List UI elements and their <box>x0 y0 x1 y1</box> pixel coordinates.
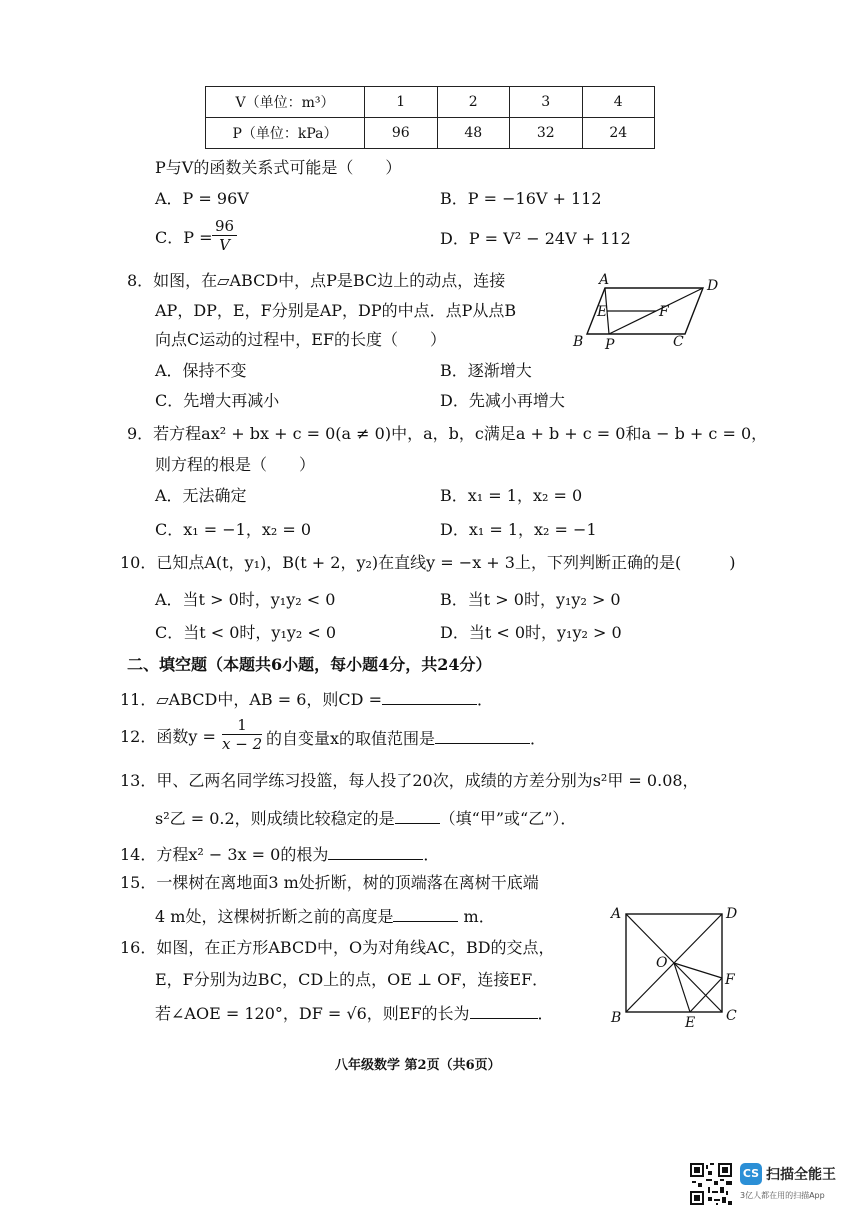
fraction-denominator: x − 2 <box>222 735 263 753</box>
q13-line2a: s²乙 = 0.2，则成绩比较稳定的是 <box>155 809 395 828</box>
q16-line2: E，F分别为边BC，CD上的点，OE ⊥ OF，连接EF． <box>155 970 549 989</box>
q13-line1: 13．甲、乙两名同学练习投篮，每人投了20次，成绩的方差分别为s²甲 = 0.08， <box>120 771 699 790</box>
answer-blank[interactable] <box>393 905 458 922</box>
q16-line3b: ． <box>537 1004 554 1023</box>
fig-label-b: B <box>611 1010 622 1026</box>
section-heading-fill-blank: 二、填空题（本题共6小题，每小题4分，共24分） <box>127 655 492 674</box>
fig-label-c: C <box>726 1008 737 1024</box>
q7-option-c-fraction <box>212 217 237 254</box>
answer-blank[interactable] <box>435 727 530 744</box>
q8-option-d: D．先减小再增大 <box>440 391 565 410</box>
answer-blank[interactable] <box>395 807 440 824</box>
qr-code-icon <box>690 1163 732 1205</box>
fig-label-d: D <box>726 906 738 922</box>
answer-blank[interactable] <box>470 1002 538 1019</box>
q16-line3a: 若∠AOE = 120°，DF = √6，则EF的长为 <box>155 1004 470 1023</box>
q9-option-a: A．无法确定 <box>155 486 247 505</box>
fig-label-f: F <box>659 304 669 320</box>
fig-label-d: D <box>707 278 719 294</box>
q12-fraction <box>222 716 262 753</box>
page-footer: 八年级数学 第2页（共6页） <box>335 1058 501 1073</box>
watermark-tagline: 3亿人都在用的扫描App <box>740 1191 825 1200</box>
q14-text: 14．方程x² − 3x = 0的根为 <box>120 845 329 864</box>
q15-line2 <box>155 905 495 927</box>
q8-option-b: B．逐渐增大 <box>440 361 532 380</box>
q7-option-d: D．P = V² − 24V + 112 <box>440 229 631 248</box>
q7-option-a: A．P = 96V <box>155 189 249 208</box>
table-cell: 96 <box>365 118 438 149</box>
q16-line1: 16．如图，在正方形ABCD中，O为对角线AC，BD的交点， <box>120 938 555 957</box>
q7-stem: P与V的函数关系式可能是（ ） <box>155 158 402 177</box>
fraction-numerator: 1 <box>222 716 262 735</box>
q11-end: ． <box>476 690 493 709</box>
q10-option-c: C．当t < 0时，y₁y₂ < 0 <box>155 623 337 642</box>
table-header-pressure: P（单位：kPa） <box>206 118 365 149</box>
fraction-denominator: V <box>219 236 230 254</box>
q9-line1: 9．若方程ax² + bx + c = 0(a ≠ 0)中，a，b，c满足a + b + c = 0和a − b + c = 0， <box>127 424 768 443</box>
table-cell: 48 <box>437 118 510 149</box>
q12 <box>266 727 546 749</box>
q15-line2b: m． <box>463 907 495 926</box>
table-cell: 24 <box>582 118 655 149</box>
fraction-numerator: 96 <box>212 217 237 236</box>
q12-end: ． <box>530 729 547 748</box>
table-cell: 32 <box>510 118 583 149</box>
fig-label-a: A <box>599 272 610 288</box>
q13-line2 <box>155 807 576 829</box>
table-row <box>206 87 655 118</box>
q10-option-d: D．当t < 0时，y₁y₂ > 0 <box>440 623 622 642</box>
q12-suffix: 的自变量x的取值范围是 <box>266 729 436 748</box>
q15-line2a: 4 m处，这棵树折断之前的高度是 <box>155 907 394 926</box>
q10-option-b: B．当t > 0时，y₁y₂ > 0 <box>440 590 621 609</box>
fig-label-e: E <box>685 1015 696 1031</box>
q7-option-c: C．P = <box>155 228 213 247</box>
q8-line3: 向点C运动的过程中，EF的长度（ ） <box>155 330 447 349</box>
table-cell: 2 <box>437 87 510 118</box>
q9-option-b: B．x₁ = 1，x₂ = 0 <box>440 486 583 505</box>
q9-option-d: D．x₁ = 1，x₂ = −1 <box>440 520 597 539</box>
q11-text: 11．▱ABCD中，AB = 6，则CD = <box>120 690 382 709</box>
fig-label-c: C <box>673 334 684 350</box>
q10-line1: 10．已知点A(t，y₁)，B(t + 2，y₂)在直线y = −x + 3上，下列判断正确的是( ) <box>120 553 736 572</box>
watermark-app-name: 扫描全能王 <box>766 1167 836 1183</box>
q13-line2b: （填“甲”或“乙”）． <box>439 809 577 828</box>
q8-line1: 8．如图，在▱ABCD中，点P是BC边上的动点，连接 <box>127 271 506 290</box>
table-header-volume: V（单位：m³） <box>206 87 365 118</box>
q8-line2: AP，DP，E，F分别是AP，DP的中点．点P从点B <box>155 301 517 320</box>
q7-option-b: B．P = −16V + 112 <box>440 189 602 208</box>
table-cell: 3 <box>510 87 583 118</box>
fig-label-o: O <box>656 955 668 971</box>
q15-line1: 15．一棵树在离地面3 m处折断，树的顶端落在离树干底端 <box>120 873 539 892</box>
parallelogram-figure <box>565 268 735 350</box>
fig-label-e: E <box>597 304 608 320</box>
fig-label-p: P <box>605 337 615 350</box>
q12-prefix: 12．函数y = <box>120 727 216 746</box>
answer-blank[interactable] <box>328 843 423 860</box>
table-row <box>206 118 655 149</box>
volume-pressure-table <box>205 86 655 149</box>
q14 <box>120 843 439 865</box>
q11 <box>120 688 493 710</box>
fig-label-a: A <box>611 906 622 922</box>
camscanner-logo-icon: CS <box>740 1163 762 1185</box>
square-figure <box>608 900 746 1032</box>
q8-option-a: A．保持不变 <box>155 361 247 380</box>
q9-line2: 则方程的根是（ ） <box>155 455 316 474</box>
fig-label-f: F <box>725 972 735 988</box>
table-cell: 1 <box>365 87 438 118</box>
answer-blank[interactable] <box>382 688 477 705</box>
table-cell: 4 <box>582 87 655 118</box>
fig-label-b: B <box>573 334 584 350</box>
q16-line3 <box>155 1002 554 1024</box>
q10-option-a: A．当t > 0时，y₁y₂ < 0 <box>155 590 336 609</box>
q8-option-c: C．先增大再减小 <box>155 391 280 410</box>
q14-end: ． <box>423 845 440 864</box>
q9-option-c: C．x₁ = −1，x₂ = 0 <box>155 520 312 539</box>
